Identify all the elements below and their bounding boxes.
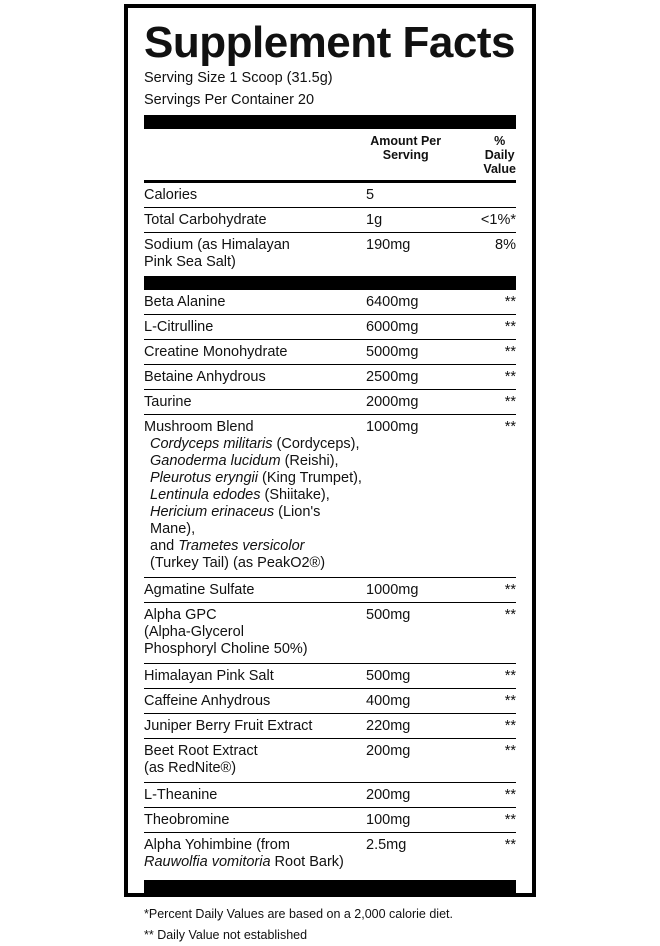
nutrient-name: Total Carbohydrate xyxy=(144,212,267,228)
species-name: Hericium erinaceus xyxy=(150,504,275,520)
ingredient-row xyxy=(144,365,516,390)
ingredient-row xyxy=(144,290,516,315)
nutrient-amount: 1g xyxy=(366,212,383,228)
ingredient-row xyxy=(144,315,516,340)
amount-header: Amount Per Serving xyxy=(370,134,442,162)
nutrient-row xyxy=(144,183,516,208)
nutrient-name: Calories xyxy=(144,187,198,203)
ingredient-name: Beta Alanine xyxy=(144,294,226,310)
ingredient-row xyxy=(144,390,516,415)
nutrient-row xyxy=(144,233,516,276)
footnote-dv: *Percent Daily Values are based on a 2,000 calorie diet. xyxy=(144,907,453,921)
ingredient-amount: 6000mg xyxy=(366,319,419,335)
nutrient-name-cont: Pink Sea Salt) xyxy=(144,254,236,270)
ingredient-amount: 220mg xyxy=(366,718,411,734)
nutrient-amount: 190mg xyxy=(366,237,411,253)
ingredient-amount: 1000mg xyxy=(366,582,419,598)
ingredient-row xyxy=(144,714,516,739)
supplement-facts-panel xyxy=(124,4,536,942)
ingredient-name: Taurine xyxy=(144,394,192,410)
ingredient-row: Alpha Yohimbine (from Rauwolfia vomitoria Root Bark) 2.5mg ** xyxy=(144,837,516,870)
ingredient-row xyxy=(144,664,516,689)
ingredient-name: L-Theanine xyxy=(144,787,218,803)
species-name: Ganoderma lucidum xyxy=(150,453,281,469)
species-name: Lentinula edodes xyxy=(150,487,261,503)
species-name: Cordyceps militaris xyxy=(150,436,273,452)
ingredient-name: L-Citrulline xyxy=(144,319,214,335)
ingredient-dv: ** xyxy=(504,837,516,853)
ingredient-name: Agmatine Sulfate xyxy=(144,582,255,598)
species-name: Rauwolfia vomitoria xyxy=(144,854,271,870)
footnote-not-established: ** Daily Value not established xyxy=(144,928,308,942)
servings-per-container: Servings Per Container 20 xyxy=(144,92,315,108)
ingredient-row: Alpha GPC (Alpha-Glycerol Phosphoryl Choline 50%) 500mg ** xyxy=(144,603,516,664)
ingredient-amount: 500mg xyxy=(366,668,411,684)
nutrient-amount: 5 xyxy=(366,187,375,203)
column-header-row xyxy=(144,129,516,183)
ingredient-row xyxy=(144,578,516,603)
panel-title: Supplement Facts xyxy=(144,18,515,67)
ingredient-name: Theobromine xyxy=(144,812,230,828)
ingredient-dv: ** xyxy=(504,787,516,803)
ingredient-row xyxy=(144,340,516,365)
ingredient-row-mushroom-blend: Mushroom Blend Cordyceps militaris (Cordyceps), Ganoderma lucidum (Reishi), Pleurotus eryngii (King Trumpet), Lentinula edodes (Shiitake), Hericium erinaceus (Lion's Mane), and Trametes versicolor (Turkey Tail) (as PeakO2®) 1000mg ** xyxy=(144,415,516,578)
ingredient-name: Caffeine Anhydrous xyxy=(144,693,271,709)
ingredient-dv: ** xyxy=(504,743,516,759)
divider-bar xyxy=(144,276,516,290)
ingredient-dv: ** xyxy=(504,607,516,623)
ingredient-amount: 2500mg xyxy=(366,369,419,385)
ingredient-amount: 2.5mg xyxy=(366,837,407,853)
ingredient-row: Beet Root Extract (as RedNite®) 200mg ** xyxy=(144,739,516,783)
footnotes xyxy=(144,894,516,946)
ingredient-name: Mushroom Blend xyxy=(144,419,254,435)
ingredient-dv: ** xyxy=(504,319,516,335)
ingredient-name: Alpha GPC xyxy=(144,607,217,623)
ingredient-dv: ** xyxy=(504,369,516,385)
ingredient-name: Juniper Berry Fruit Extract xyxy=(144,718,313,734)
ingredient-dv: ** xyxy=(504,344,516,360)
ingredient-name: Himalayan Pink Salt xyxy=(144,668,274,684)
ingredient-dv: ** xyxy=(504,394,516,410)
ingredient-row xyxy=(144,808,516,833)
species-name: Pleurotus eryngii xyxy=(150,470,258,486)
nutrient-name: Sodium (as Himalayan xyxy=(144,237,290,253)
ingredient-name: Betaine Anhydrous xyxy=(144,369,266,385)
nutrient-row xyxy=(144,208,516,233)
ingredient-row xyxy=(144,783,516,808)
ingredient-name: Creatine Monohydrate xyxy=(144,344,288,360)
ingredient-name: Alpha Yohimbine (from xyxy=(144,837,290,853)
nutrient-dv xyxy=(466,187,516,204)
ingredient-amount: 200mg xyxy=(366,787,411,803)
ingredient-amount: 5000mg xyxy=(366,344,419,360)
ingredient-amount: 1000mg xyxy=(366,419,419,435)
ingredient-row xyxy=(144,689,516,714)
ingredient-dv: ** xyxy=(504,294,516,310)
ingredient-dv: ** xyxy=(504,419,516,435)
ingredient-dv: ** xyxy=(504,582,516,598)
dv-header: % Daily Value xyxy=(483,134,516,176)
ingredient-dv: ** xyxy=(504,812,516,828)
ingredient-amount: 2000mg xyxy=(366,394,419,410)
serving-size: Serving Size 1 Scoop (31.5g) xyxy=(144,70,333,86)
ingredient-amount: 400mg xyxy=(366,693,411,709)
ingredient-amount: 6400mg xyxy=(366,294,419,310)
nutrient-dv: <1%* xyxy=(480,212,516,228)
ingredient-dv: ** xyxy=(504,668,516,684)
species-name: Trametes versicolor xyxy=(178,538,305,554)
divider-bar xyxy=(144,115,516,129)
ingredient-name: Beet Root Extract xyxy=(144,743,258,759)
divider-bar xyxy=(144,880,516,894)
ingredient-amount: 500mg xyxy=(366,607,411,623)
ingredient-amount: 100mg xyxy=(366,812,411,828)
ingredient-dv: ** xyxy=(504,693,516,709)
ingredient-amount: 200mg xyxy=(366,743,411,759)
nutrient-dv: 8% xyxy=(495,237,516,253)
ingredient-dv: ** xyxy=(504,718,516,734)
